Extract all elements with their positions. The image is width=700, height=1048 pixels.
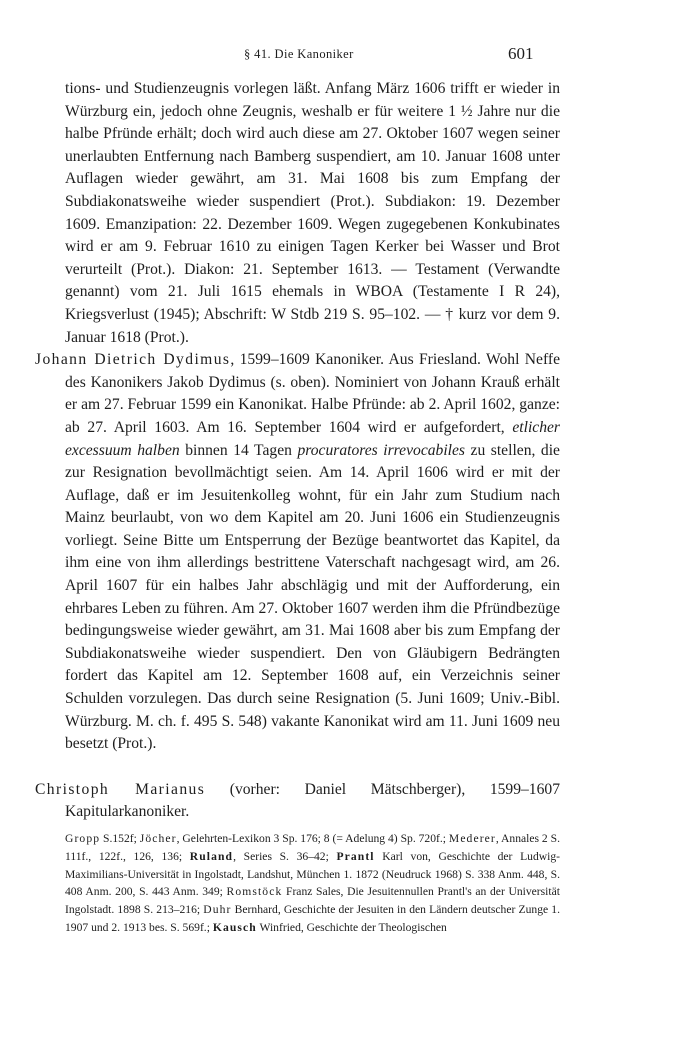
reference-text: , Series S. 36–42; (233, 849, 337, 863)
reference-author: Prantl (336, 849, 375, 863)
reference-text: S.152f; (100, 832, 140, 845)
entry-continuation (35, 78, 560, 349)
page-number: 601 (508, 44, 534, 63)
references-paragraph (65, 830, 560, 937)
entry-text: zu stellen, die zur Resignation bevollmächtigt seien. Am 14. April 1606 wird er mit der Auflage, daß er im Jesuitenkolleg wohnt, für ein Jahr zum Studium nach Mainz beurlaubt, von wo dem Kapitel am 20. Juni 1606 ein Studienzeugnis vorliegt. Seine Bitte um Entsperrung der Bezüge beantwortet das Kapitel, da ihm eine von ihm allerdings bestrittene Vaterschaft nachgesagt wird, am 26. April 1607 für ein halbes Jahr abschlägig und mit der Aufforderung, ein ehrbares Leben zu führen. Am 27. Oktober 1607 werden ihm die Pfründbezüge bedingungsweise wieder gewährt, am 31. Mai 1608 aber bis zum Empfang der Subdiakonatsweihe wieder suspendiert. Den von Gläubigern Bedrängten fordert das Kapitel am 12. September 1608 auf, ein Verzeichnis seiner Schulden vorzulegen. Das durch seine Resignation (5. Juni 1609; Univ.-Bibl. Würzburg. M. ch. f. 495 S. 548) vakante Kanonikat wird am 11. Juni 1609 neu besetzt (Prot.). (65, 441, 560, 753)
entry-name: Johann Dietrich Dydimus (35, 351, 231, 369)
reference-author: Duhr (203, 903, 232, 917)
reference-text: Franz Sales, Die Jesuitennullen Prantl's an der Universität Ingolstadt. 1898 S. 213–216; (65, 885, 560, 917)
page-header (0, 44, 700, 66)
entry-name: Christoph Marianus (35, 780, 206, 798)
reference-text: , Annales 2 S. 111f., 122f., 126, 136; (65, 832, 560, 863)
entry-spacer (35, 756, 560, 779)
entry-marianus (35, 779, 560, 824)
entry-dydimus (35, 349, 560, 756)
reference-author: Jöcher (139, 832, 177, 845)
reference-text: Karl von, Geschichte der Ludwig-Maximilians-Universität in Ingolstadt, Landshut, München 1. 1872 (Neudruck 1968) S. 338 Anm. 448, S. 408 Anm. 200, S. 443 Anm. 349; (65, 849, 560, 899)
entry-text: , 1599–1609 Kanoniker. Aus Friesland. Wohl Neffe des Kanonikers Jakob Dydimus (s. oben). Nominiert von Johann Krauß erhält er am 27. Februar 1599 ein Kanonikat. Halbe Pfründe: ab 2. April 1602, ganze: ab 27. April 1603. Am 16. September 1604 wird er aufgefordert, (65, 351, 560, 436)
entry-continuation-text: tions- und Studienzeugnis vorlegen läßt. Anfang März 1606 trifft er wieder in Würzburg ein, jedoch ohne Zeugnis, weshalb er für weitere 1 ½ Jahre nur die halbe Pfründe erhält; doch wird auch diese am 27. Oktober 1607 wegen seiner unerlaubten Entfernung nach Bamberg suspendiert, am 10. Januar 1608 unter Auflagen wieder gewährt, am 31. Mai 1608 bis zum Empfang der Subdiakonatsweihe wieder suspendiert (Prot.). Subdiakon: 19. Dezember 1609. Emanzipation: 22. Dezember 1609. Wegen zugegebenen Konkubinates wird er am 9. Februar 1610 zu einigen Tagen Kerker bei Wasser und Brot verurteilt (Prot.). Diakon: 21. September 1613. — Testament (Verwandte genannt) vom 21. Juli 1615 ehemals in WBOA (Testamente I R 24), Kriegsverlust (1945); Abschrift: W Stdb 219 S. 95–102. — † kurz vor dem 9. Januar 1618 (Prot.). (65, 80, 560, 346)
reference-author: Ruland (189, 849, 234, 863)
reference-text: Winfried, Geschichte der Theologischen (256, 920, 447, 934)
page-body (35, 78, 560, 937)
running-head: § 41. Die Kanoniker (244, 47, 354, 61)
reference-author: Kausch (212, 920, 257, 934)
entry-text: (vorher: Daniel Mätschberger), 1599–1607 Kapitularkanoniker. (65, 780, 560, 821)
reference-author: Romstöck (226, 885, 283, 899)
reference-author: Gropp (65, 832, 101, 845)
reference-author: Mederer (448, 832, 496, 845)
latin-quote: etlicher excessuum halben (65, 418, 560, 459)
reference-text: , Gelehrten-Lexikon 3 Sp. 176; 8 (= Adelung 4) Sp. 720f.; (176, 832, 449, 845)
reference-text: Bernhard, Geschichte der Jesuiten in den Ländern deutscher Zunge 1. 1907 und 2. 1913 bes. S. 569f.; (65, 903, 561, 934)
entry-text: binnen 14 Tagen (179, 441, 298, 459)
latin-quote: procuratores irrevocabiles (297, 441, 465, 459)
